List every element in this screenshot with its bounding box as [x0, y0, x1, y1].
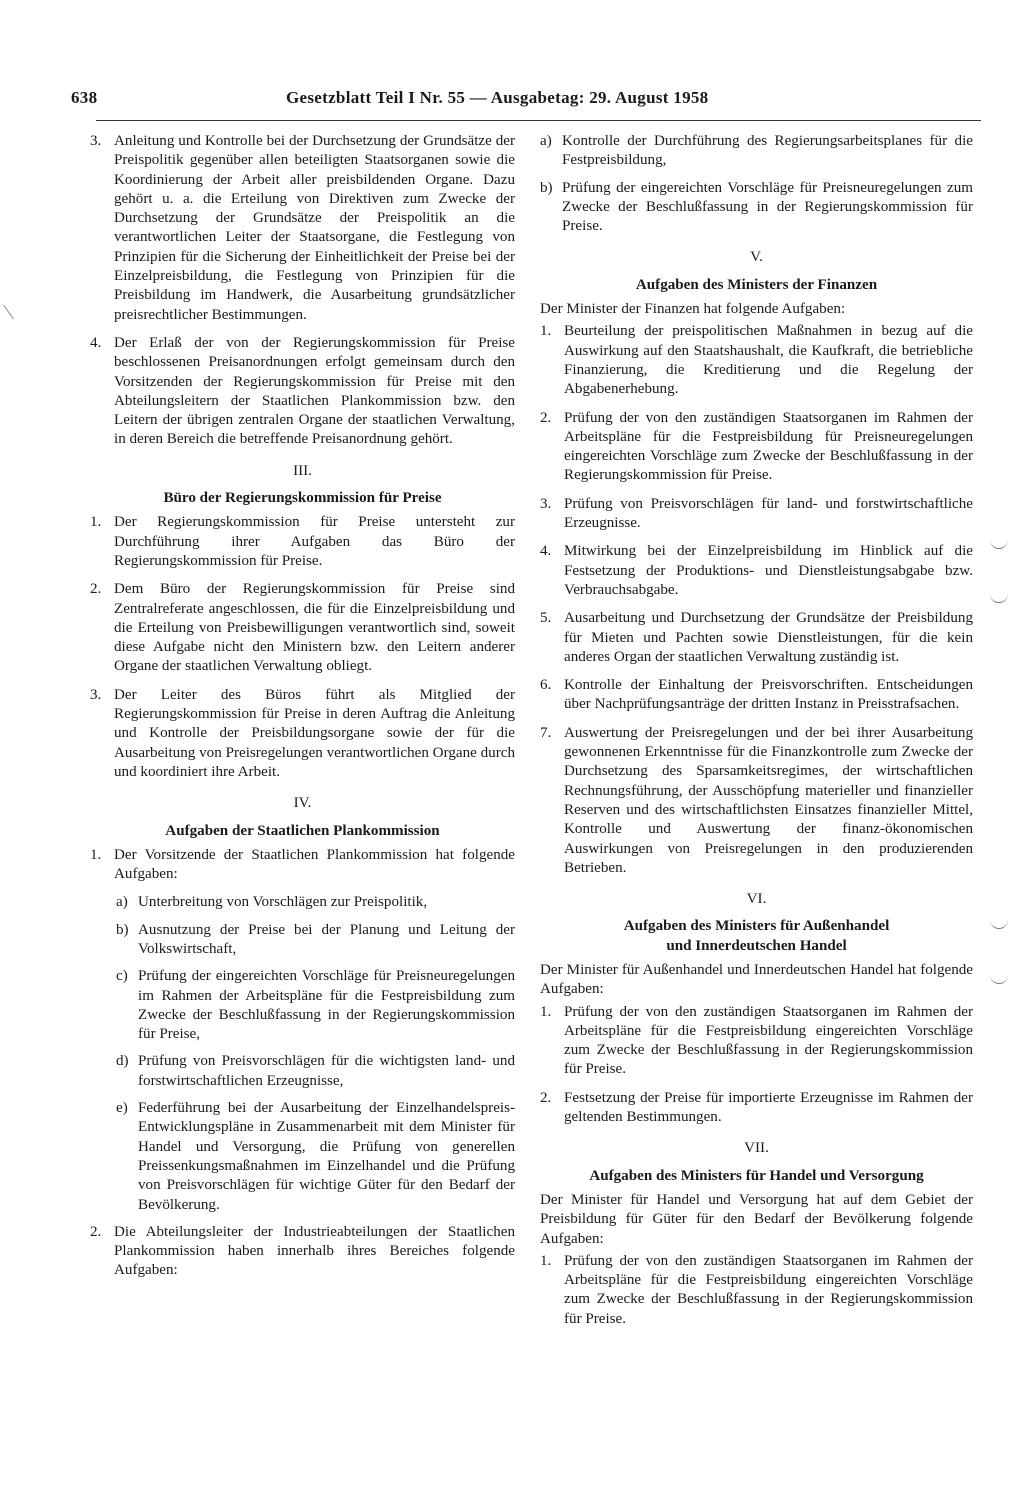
numbered-item — [540, 322, 973, 399]
numbered-item — [540, 676, 973, 715]
subitem-text: Unterbreitung von Vorschlägen zur Preispolitik, — [138, 894, 428, 911]
subitem-label: e) — [116, 1100, 128, 1117]
item-text: Festsetzung der Preise für importierte Erzeugnisse im Rahmen der geltenden Bestimmungen. — [564, 1089, 973, 1126]
numbered-item — [540, 1089, 973, 1128]
section-heading: Aufgaben des Ministers der Finanzen — [635, 276, 878, 293]
lettered-subitem — [540, 132, 973, 171]
section-intro: Der Minister für Außenhandel und Innerdeutschen Handel hat folgende Aufgaben: — [540, 961, 973, 998]
subitem-label: a) — [540, 133, 552, 149]
section-numeral: VI. — [746, 891, 767, 908]
item-number: 4. — [90, 334, 102, 351]
item-text: Prüfung der von den zuständigen Staatsorganen im Rahmen der Arbeitspläne für die Festpreisbildung für Preisneuregelungen eingereichten Vorschläge zum Zwecke der Beschlußfassung in der Regierungskommission für Preise. — [564, 409, 973, 484]
item-number: 3. — [90, 686, 102, 703]
lettered-subitem — [540, 179, 973, 237]
section-intro: Der Minister für Handel und Versorgung hat auf dem Gebiet der Preisbildung für Güter für den Bedarf der Bevölkerung folgende Aufgaben: — [540, 1191, 973, 1247]
item-number: 2. — [90, 1223, 102, 1240]
item-text: Dem Büro der Regierungskommission für Preise sind Zentralreferate angeschlossen, die für die Einzelpreisbildung und die Erteilung von Preisbewilligungen verantwortlich sind, soweit diese Aufgabe nicht den Ministern bzw. den Leitern anderer Organe der staatlichen Verwaltung obliegt. — [114, 581, 515, 675]
margin-mark — [990, 975, 1008, 984]
numbered-item — [540, 609, 973, 667]
scan-edge-mark — [3, 305, 24, 319]
item-number: 1. — [540, 323, 552, 340]
lettered-subitem — [90, 967, 515, 1044]
lettered-subitem — [90, 921, 515, 960]
numbered-item — [540, 724, 973, 878]
section-numeral: VII. — [744, 1140, 769, 1157]
item-text: Die Abteilungsleiter der Industrieabteilungen der Staatlichen Plankommission haben innerhalb ihres Bereiches folgende Aufgaben: — [114, 1223, 515, 1279]
subitem-label: a) — [116, 894, 128, 911]
item-number: 3. — [90, 133, 102, 149]
item-text: Der Erlaß der von der Regierungskommission für Preise beschlossenen Preisanordnungen erfolgt gemeinsam durch den Vorsitzenden der Regierungskommission für Preise mit den Abteilungsleitern der Staatlichen Plankommission bzw. den Leitern der übrigen zentralen Organe der staatlichen Verwaltung, in deren Bereich die betreffende Preisanordnung gehört. — [114, 334, 515, 448]
numbered-item — [90, 1223, 515, 1281]
item-text: Prüfung der von den zuständigen Staatsorganen im Rahmen der Arbeitspläne für die Festpreisbildung eingereichten Vorschläge zum Zwecke der Beschlußfassung in der Regierungskommission für Preise. — [564, 1003, 973, 1078]
subitem-label: b) — [540, 179, 553, 196]
item-text: Mitwirkung bei der Einzelpreisbildung im Hinblick auf die Festsetzung der Produktions- und Dienstleistungsabgabe bzw. Verbrauchsabgabe. — [564, 543, 973, 598]
item-number: 5. — [540, 610, 552, 627]
section-heading-line: und Innerdeutschen Handel — [666, 937, 847, 954]
item-number: 6. — [540, 677, 552, 694]
lettered-subitem — [90, 893, 515, 912]
subitem-text: Prüfung der eingereichten Vorschläge für Preisneuregelungen im Rahmen der Arbeitspläne für die Festpreisbildung zum Zwecke der Beschlußfassung in der Regierungskommission für Preise, — [138, 968, 515, 1043]
header-rule — [96, 120, 981, 121]
left-column — [90, 132, 515, 1290]
numbered-item — [540, 1252, 973, 1329]
item-text: Der Vorsitzende der Staatlichen Plankommission hat folgende Aufgaben: — [114, 846, 515, 883]
item-text: Der Regierungskommission für Preise untersteht zur Durchführung ihrer Aufgaben das Büro der Regierungskommission für Preise. — [114, 514, 515, 569]
item-number: 4. — [540, 543, 552, 560]
numbered-item — [540, 409, 973, 486]
subitem-text: Ausnutzung der Preise bei der Planung und Leitung der Volkswirtschaft, — [138, 921, 515, 957]
numbered-item — [90, 334, 515, 450]
numbered-item — [90, 686, 515, 782]
margin-mark — [990, 594, 1008, 603]
lettered-subitem — [90, 1052, 515, 1091]
item-text: Beurteilung der preispolitischen Maßnahmen in bezug auf die Auswirkung auf den Staatshaushalt, die Kaufkraft, die betriebliche Finanzierung, die Kreditierung und die Regelung der Abgabenerhebung. — [564, 323, 973, 398]
subitem-label: b) — [116, 921, 129, 938]
section-numeral: IV. — [293, 795, 312, 812]
margin-mark — [990, 920, 1008, 929]
section-numeral: V. — [750, 249, 763, 266]
item-text: Der Leiter des Büros führt als Mitglied der Regierungskommission für Preise in deren Auftrag die Anleitung und Kontrolle der Preisbildungsorgane sowie der für die Ausarbeitung von Preisregelungen verantwortlichen Organe durch und koordiniert ihre Arbeit. — [114, 686, 515, 780]
item-text: Anleitung und Kontrolle bei der Durchsetzung der Grundsätze der Preispolitik gegenüber allen beteiligten Staatsorganen sowie die Koordinierung der Arbeit aller preisbildenden Organe. Dazu gehört u. a. die Erteilung von Direktiven zum Zwecke der Durchsetzung der Grundsätze der Preispolitik an die verantwortlichen Leiter der Staatsorgane, die Festlegung von Prinzipien für die Sicherung der Einheitlichkeit der Preise bei der Einzelpreisbildung, die Festlegung von Prinzipien für die Preisbildung im Handwerk, die Ausarbeitung grundsätzlicher preisrechtlicher Bestimmungen. — [114, 133, 515, 323]
item-text: Prüfung der von den zuständigen Staatsorganen im Rahmen der Arbeitspläne für die Festpreisbildung eingereichten Vorschläge zum Zwecke der Beschlußfassung in der Regierungskommission für Preise. — [564, 1252, 973, 1327]
subitem-text: Federführung bei der Ausarbeitung der Einzelhandelspreis-Entwicklungspläne in Zusammenarbeit mit dem Minister für Handel und Versorgung, die Prüfung von generellen Preissenkungsmaßnahmen im Einzelhandel und die Prüfung von Preisvorschlägen für wichtige Güter für den Bedarf der Bevölkerung. — [138, 1100, 515, 1213]
running-title: Gesetzblatt Teil I Nr. 55 — Ausgabetag: 29. August 1958 — [286, 88, 709, 107]
numbered-item — [90, 132, 515, 325]
item-number: 1. — [90, 514, 102, 531]
lettered-subitem — [90, 1099, 515, 1215]
item-number: 2. — [540, 409, 552, 426]
subitem-text: Prüfung der eingereichten Vorschläge für Preisneuregelungen zum Zwecke der Beschlußfassung in der Regierungskommission für Preise. — [562, 179, 973, 235]
section-intro: Der Minister der Finanzen hat folgende Aufgaben: — [540, 301, 846, 318]
subitem-label: c) — [116, 968, 128, 985]
numbered-item — [540, 542, 973, 600]
item-number: 2. — [540, 1089, 552, 1106]
numbered-item — [540, 1003, 973, 1080]
section-numeral: III. — [293, 462, 312, 479]
right-column — [540, 132, 973, 1338]
item-number: 2. — [90, 581, 102, 598]
section-heading: Büro der Regierungskommission für Preise — [163, 490, 442, 507]
item-text: Auswertung der Preisregelungen und der bei ihrer Ausarbeitung gewonnenen Erkenntnisse für die Finanzkontrolle zum Zwecke der Durchsetzung des Sparsamkeitsregimes, der wirtschaftlichen Rechnungsführung, der Ausschöpfung materieller und finanzieller Reserven und des wirtschaftlichsten Einsatzes finanzieller Mittel, Kontrolle und Auswertung der finanz-ökonomischen Auswirkungen von Preisregelungen in den produzierenden Betrieben. — [564, 724, 973, 876]
section-heading-line: Aufgaben des Ministers für Außenhandel — [623, 918, 890, 935]
item-number: 1. — [540, 1003, 552, 1020]
margin-mark — [990, 540, 1008, 549]
item-text: Kontrolle der Einhaltung der Preisvorschriften. Entscheidungen über Nachprüfungsanträge der dritten Instanz in Preisstrafsachen. — [564, 677, 973, 713]
subitem-text: Prüfung von Preisvorschlägen für die wichtigsten land- und forstwirtschaftlichen Erzeugnisse, — [138, 1053, 515, 1089]
section-heading — [540, 917, 973, 956]
item-number: 7. — [540, 724, 552, 741]
numbered-item — [90, 513, 515, 571]
section-heading: Aufgaben des Ministers für Handel und Versorgung — [589, 1167, 924, 1184]
numbered-item — [540, 495, 973, 534]
section-heading: Aufgaben der Staatlichen Plankommission — [165, 822, 440, 839]
subitem-label: d) — [116, 1053, 129, 1070]
item-number: 1. — [540, 1252, 552, 1269]
page-number: 638 — [71, 88, 98, 107]
item-text: Prüfung von Preisvorschlägen für land- und forstwirtschaftliche Erzeugnisse. — [564, 495, 973, 532]
numbered-item — [90, 846, 515, 885]
item-text: Ausarbeitung und Durchsetzung der Grundsätze der Preisbildung für Mieten und Pachten sowie Dienstleistungen, für die kein anderes Organ der staatlichen Verwaltung zuständig ist. — [564, 610, 973, 665]
numbered-item — [90, 580, 515, 676]
item-number: 3. — [540, 495, 552, 512]
item-number: 1. — [90, 846, 102, 863]
subitem-text: Kontrolle der Durchführung des Regierungsarbeitsplanes für die Festpreisbildung, — [562, 133, 973, 169]
